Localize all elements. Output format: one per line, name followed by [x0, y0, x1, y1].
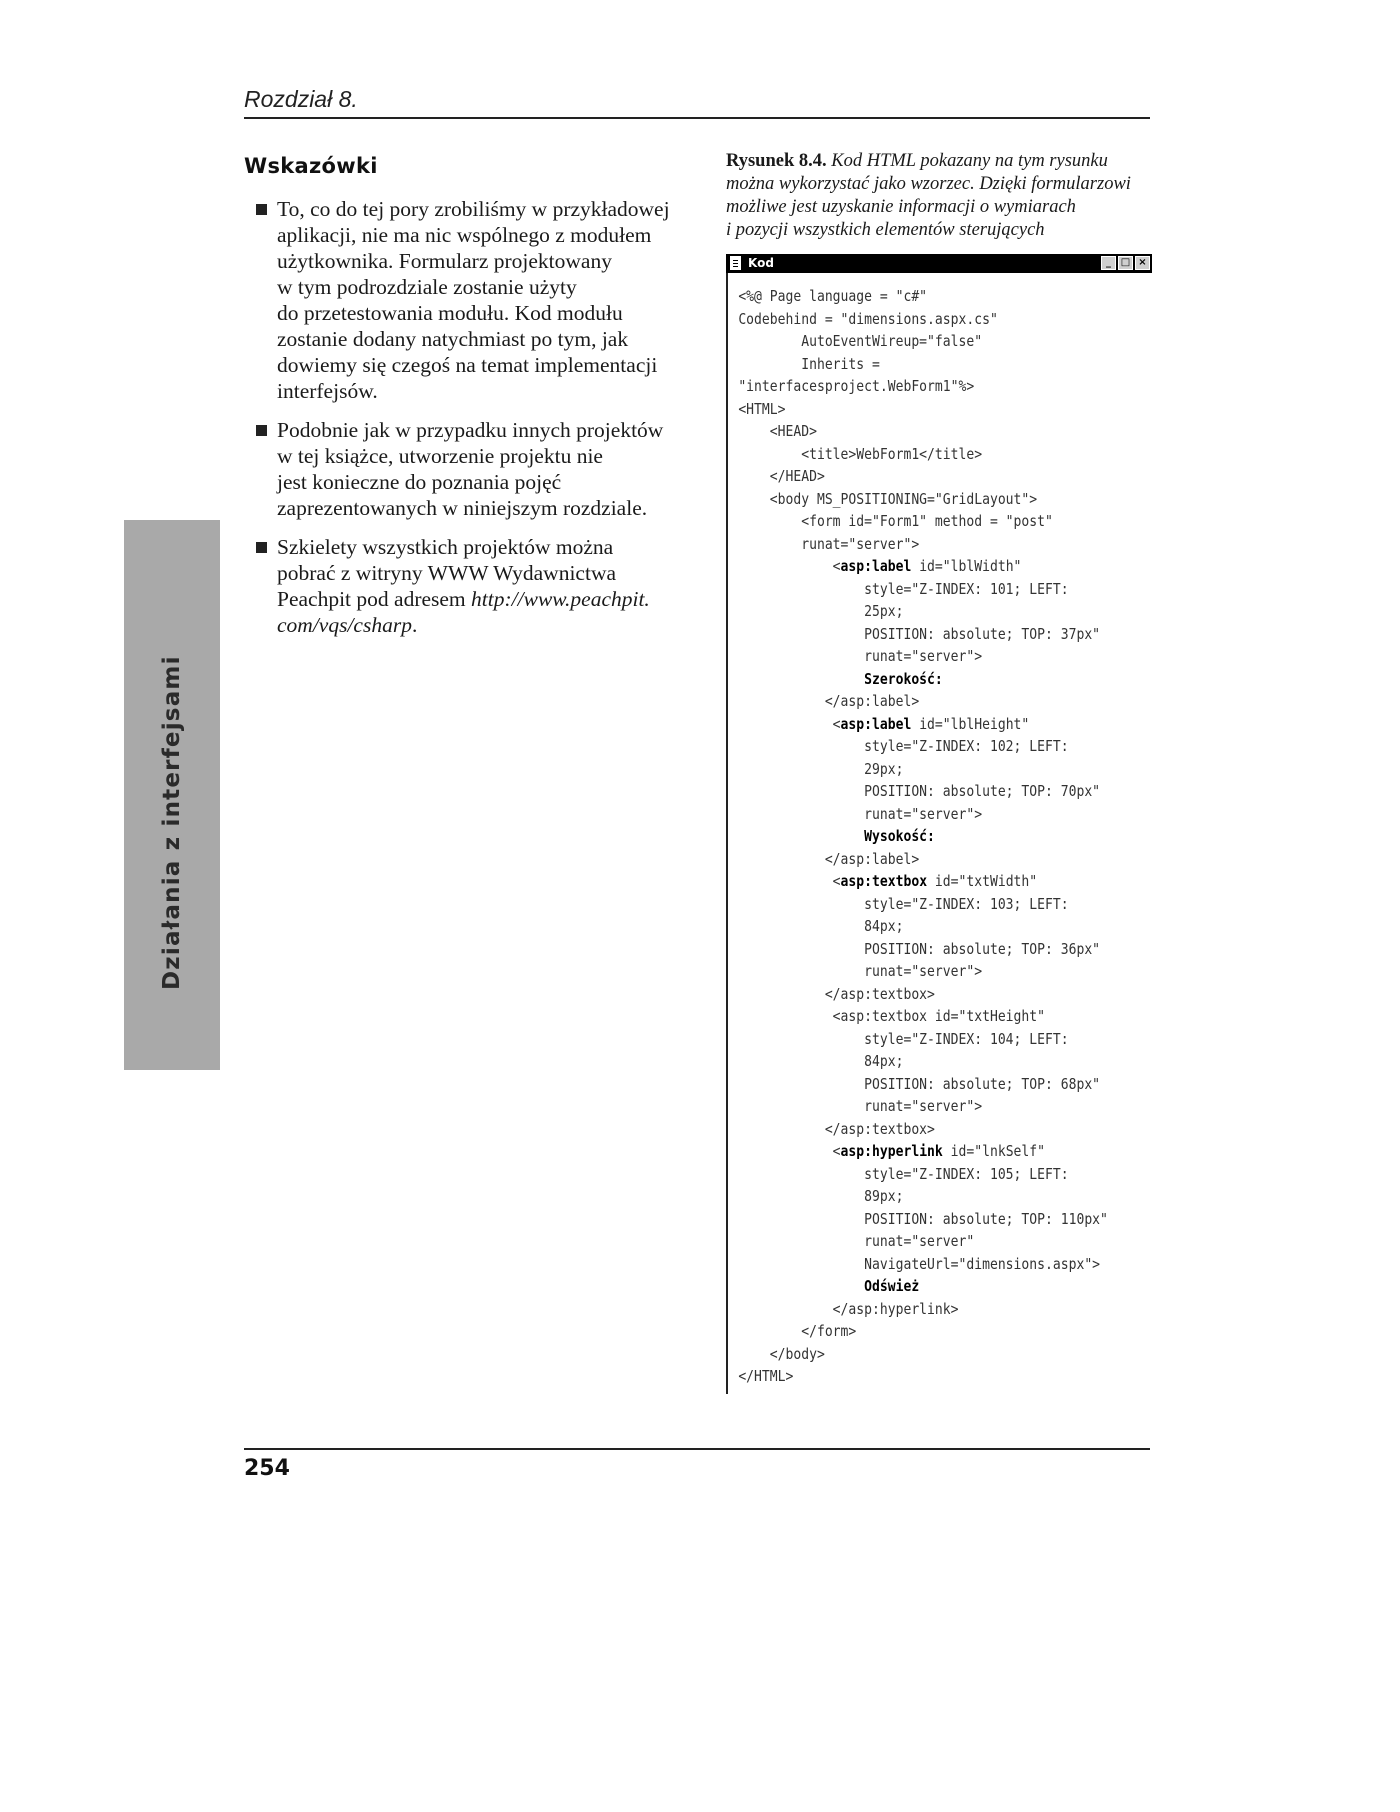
tip-item: [244, 534, 704, 638]
tip-text-end: .: [411, 613, 418, 637]
minimize-button[interactable]: _: [1101, 256, 1116, 270]
code-line: Szerokość:: [738, 669, 943, 688]
tips-section: [244, 150, 704, 651]
maximize-button[interactable]: □: [1118, 256, 1133, 270]
code-line: <%@ Page language = "c#": [738, 287, 928, 305]
code-line: 84px;: [738, 1052, 904, 1070]
page-number: 254: [244, 1456, 290, 1481]
tip-text: Podobnie jak w przypadku innych projektów w tej książce, utworzenie projektu nie jest konieczne do poznania pojęć zaprezentowanych w niniejszym rozdziale.: [277, 418, 664, 520]
peachpit-url-link[interactable]: http://www.peachpit. com/vqs/csharp: [277, 587, 650, 637]
code-line: Wysokość:: [738, 827, 935, 845]
code-line: "interfacesproject.WebForm1"%>: [738, 377, 975, 395]
figure-description: Kod HTML pokazany na tym rysunku można wykorzystać jako wzorzec. Dzięki formularzowi możliwe jest uzyskanie informacji o wymiarach i pozycji wszystkich elementów sterujących: [726, 151, 1131, 240]
window-title: Kod: [748, 256, 774, 270]
code-line: </form>: [738, 1322, 857, 1340]
code-line: POSITION: absolute; TOP: 68px": [738, 1074, 1101, 1093]
code-line: <asp:textbox id="txtHeight": [738, 1007, 1046, 1025]
code-line: <body MS_POSITIONING="GridLayout">: [738, 489, 1038, 508]
code-line: </body>: [738, 1344, 825, 1363]
code-line: </HTML>: [738, 1367, 794, 1385]
code-line: <HEAD>: [738, 422, 817, 440]
code-line: style="Z-INDEX: 102; LEFT:: [738, 737, 1069, 755]
code-line: style="Z-INDEX: 103; LEFT:: [738, 894, 1069, 913]
tip-text: [277, 534, 704, 638]
code-line: </asp:textbox>: [738, 984, 935, 1003]
side-tab-label: Działania z interfejsami: [159, 655, 185, 990]
code-line: </asp:hyperlink>: [738, 1299, 959, 1318]
tip-item: [244, 417, 704, 521]
code-line: Inherits =: [738, 354, 880, 373]
document-icon: [730, 256, 741, 270]
code-line: </asp:textbox>: [738, 1119, 935, 1138]
code-line: 89px;: [738, 1187, 904, 1205]
running-header: Rozdział 8.: [244, 86, 358, 112]
code-line: runat="server">: [738, 534, 920, 553]
code-line: runat="server">: [738, 804, 983, 823]
code-window: [726, 254, 1152, 1394]
code-line: </asp:label>: [738, 849, 920, 868]
tip-item: [244, 196, 704, 404]
code-line: POSITION: absolute; TOP: 37px": [738, 624, 1101, 643]
code-line: Odśwież: [738, 1277, 920, 1295]
window-titlebar: [726, 254, 1152, 273]
code-line: <form id="Form1" method = "post": [738, 512, 1053, 530]
code-listing: [728, 273, 1108, 1388]
code-line: runat="server">: [738, 647, 983, 665]
code-line: style="Z-INDEX: 101; LEFT:: [738, 579, 1069, 598]
header-rule: [244, 117, 1150, 119]
chapter-side-tab: [124, 520, 220, 1070]
code-line: style="Z-INDEX: 105; LEFT:: [738, 1164, 1069, 1183]
code-line: runat="server">: [738, 1097, 983, 1115]
code-line: 84px;: [738, 917, 904, 935]
close-button[interactable]: ×: [1135, 256, 1150, 270]
code-line: <asp:label id="lblHeight": [738, 714, 1030, 733]
tip-text: To, co do tej pory zrobiliśmy w przykładowej aplikacji, nie ma nic wspólnego z modułem użytkownika. Formularz projektowany w tym podrozdziale zostanie użyty do przetestowania modułu. Kod modułu zostanie dodany natychmiast po tym, jak dowiemy się czegoś na temat implementacji interfejsów.: [277, 197, 670, 403]
code-line: 29px;: [738, 759, 904, 778]
code-line: runat="server">: [738, 962, 983, 980]
square-bullet-icon: [256, 542, 267, 553]
code-line: Codebehind = "dimensions.aspx.cs": [738, 309, 998, 328]
code-line: <asp:hyperlink id="lnkSelf": [738, 1142, 1046, 1160]
code-line: <asp:label id="lblWidth": [738, 557, 1022, 575]
tips-heading: Wskazówki: [244, 154, 378, 178]
figure-label: Rysunek 8.4.: [726, 151, 827, 171]
tip-text-part: Szkielety wszystkich projektów można pobrać z witryny WWW Wydawnictwa Peachpit pod adresem: [277, 535, 617, 611]
figure-caption: [726, 150, 1152, 242]
square-bullet-icon: [256, 425, 267, 436]
code-line: POSITION: absolute; TOP: 110px": [738, 1209, 1108, 1228]
square-bullet-icon: [256, 204, 267, 215]
code-line: <HTML>: [738, 399, 786, 418]
code-line: </HEAD>: [738, 467, 825, 485]
code-line: style="Z-INDEX: 104; LEFT:: [738, 1029, 1069, 1048]
code-line: <asp:textbox id="txtWidth": [738, 872, 1038, 890]
code-line: <title>WebForm1</title>: [738, 444, 983, 463]
footer-rule: [244, 1448, 1150, 1450]
code-area: [726, 273, 1152, 1394]
code-line: POSITION: absolute; TOP: 70px": [738, 782, 1101, 800]
code-line: AutoEventWireup="false": [738, 332, 983, 350]
code-line: runat="server": [738, 1232, 975, 1250]
code-line: 25px;: [738, 602, 904, 620]
code-line: </asp:label>: [738, 692, 920, 710]
code-line: NavigateUrl="dimensions.aspx">: [738, 1254, 1101, 1273]
code-line: POSITION: absolute; TOP: 36px": [738, 939, 1101, 958]
